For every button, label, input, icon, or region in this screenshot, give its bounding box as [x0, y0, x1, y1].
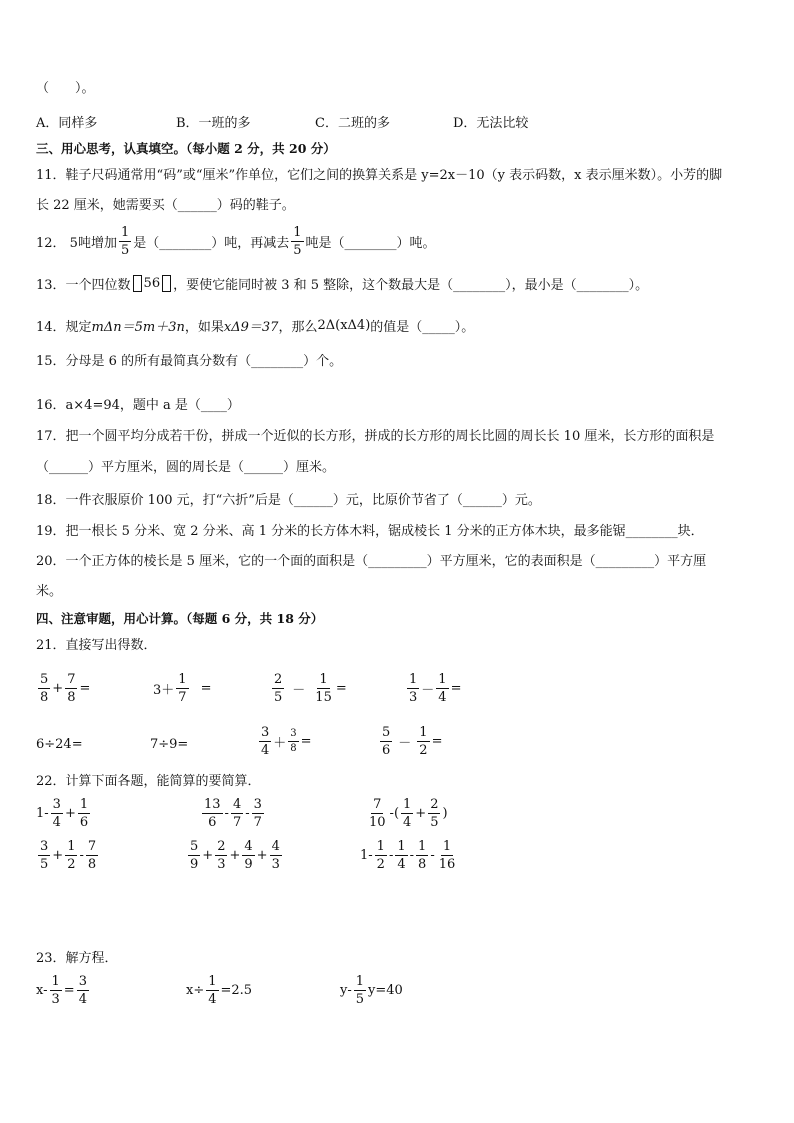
- q12-fraction-2: $\frac{1}{5}$: [293, 225, 302, 258]
- q18: 18．一件衣服原价 100 元，打“六折”后是（______）元，比原价节省了（______）元。: [36, 493, 541, 508]
- q21-f: 7÷9=: [150, 737, 189, 752]
- q12: [36, 226, 436, 257]
- q19: 19．把一根长 5 分米、宽 2 分米、高 1 分米的长方体木料，锯成棱长 1 分米的正方体木块，最多能锯________块．: [36, 524, 704, 539]
- q21-d: $\frac{1}{3}$ － $\frac{1}{4}$ =: [409, 672, 462, 705]
- q13-text-a: 13．一个四位数: [36, 278, 131, 293]
- option-c: C．二班的多: [315, 116, 390, 131]
- option-d: D．无法比较: [453, 116, 529, 131]
- q22-d: $\frac{3}{5}$ + $\frac{1}{2}$ - $\frac{7}{8}$: [40, 839, 97, 872]
- q22-a: 1- $\frac{3}{4}$ + $\frac{1}{6}$: [36, 797, 89, 830]
- q23-b: x÷ $\frac{1}{4}$ =2.5: [186, 974, 253, 1007]
- q14-expression: 2Δ(xΔ4): [317, 318, 371, 333]
- q20-line2: 米。: [36, 584, 63, 599]
- q17-line1: 17．把一个圆平均分成若干份，拼成一个近似的长方形，拼成的长方形的周长比圆的周长长 10 厘米，长方形的面积是: [36, 429, 715, 444]
- q12-text-a: 12． 5吨增加: [36, 236, 117, 251]
- q22-e: $\frac{5}{9}$ + $\frac{2}{3}$ + $\frac{4}{9}$ + $\frac{4}{3}$: [190, 839, 280, 872]
- q12-fraction-1: $\frac{1}{5}$: [120, 225, 130, 258]
- option-a: A．同样多: [36, 116, 98, 131]
- q23-a: x- $\frac{1}{3}$ = $\frac{3}{4}$: [36, 974, 87, 1007]
- q14-text-c: ，那么: [278, 320, 318, 335]
- q22-b: $\frac{13}{6}$ - $\frac{4}{7}$ - $\frac{3}{7}$: [204, 797, 262, 830]
- q22-c: $\frac{7}{10}$ -( $\frac{1}{4}$ + $\frac{2}{5}$ ): [369, 797, 448, 830]
- q20-line1: 20．一个正方体的棱长是 5 厘米，它的一个面的面积是（_________）平方厘米，它的表面积是（_________）平方厘: [36, 554, 707, 569]
- q14-condition: xΔ9＝37: [223, 320, 279, 335]
- q11-line1: 11．鞋子尺码通常用“码”或“厘米”作单位，它们之间的换算关系是 y=2x－10（y 表示码数，x 表示厘米数）。小芳的脚: [36, 168, 723, 183]
- q13-text-c: ，要使它能同时被 3 和 5 整除，这个数最大是（________），最小是（________）。: [173, 278, 649, 293]
- q12-text-c: 吨是（________）吨。: [305, 236, 436, 251]
- q23: 23．解方程．: [36, 951, 118, 966]
- q17-line2: （______）平方厘米，圆的周长是（______）厘米。: [36, 460, 336, 475]
- q11-line2: 长 22 厘米，她需要买（______）码的鞋子。: [36, 198, 295, 213]
- q14: [36, 316, 474, 335]
- section-3-heading: 三、用心思考，认真填空。（每小题 2 分，共 20 分）: [36, 141, 336, 156]
- q21-e: 6÷24=: [36, 737, 83, 752]
- q13-digits: 56: [143, 276, 161, 291]
- section-4-heading: 四、注意审题，用心计算。（每题 6 分，共 18 分）: [36, 611, 324, 626]
- q21-h: $\frac{5}{6}$ － $\frac{1}{2}$ =: [382, 725, 443, 758]
- q12-text-b: 是（________）吨，再减去: [133, 236, 290, 251]
- digit-box-2: [162, 275, 171, 292]
- q21: 21．直接写出得数．: [36, 638, 157, 653]
- q13: [36, 274, 648, 293]
- q21-g: $\frac{3}{4}$ ＋ $\frac{3}{8}$ =: [261, 725, 312, 758]
- q22-f: 1- $\frac{1}{2}$ - $\frac{1}{4}$ - $\frac{1}{8}$ - $\frac{1}{16}$: [360, 839, 456, 872]
- q14-text-d: 的值是（_____）。: [370, 320, 475, 335]
- q21-a: $\frac{5}{8}$ + $\frac{7}{8}$ =: [40, 672, 91, 705]
- q14-definition: mΔn＝5m＋3n: [91, 320, 185, 335]
- q21-b: 3＋ $\frac{1}{7}$ =: [153, 672, 212, 705]
- q14-text-b: ，如果: [184, 320, 224, 335]
- q14-text-a: 14．规定: [36, 320, 92, 335]
- q23-c: y- $\frac{1}{5}$ y=40: [340, 974, 403, 1007]
- option-b: B．一班的多: [176, 116, 251, 131]
- digit-box-1: [133, 275, 142, 292]
- q16: 16．a×4=94，题中 a 是（____）: [36, 398, 240, 413]
- q22: 22．计算下面各题，能简算的要简算．: [36, 774, 261, 789]
- q15: 15．分母是 6 的所有最简真分数有（________）个。: [36, 354, 343, 369]
- q21-c: $\frac{2}{5}$ － $\frac{1}{15}$ =: [274, 672, 347, 705]
- q10-tail: （ ）。: [36, 81, 95, 96]
